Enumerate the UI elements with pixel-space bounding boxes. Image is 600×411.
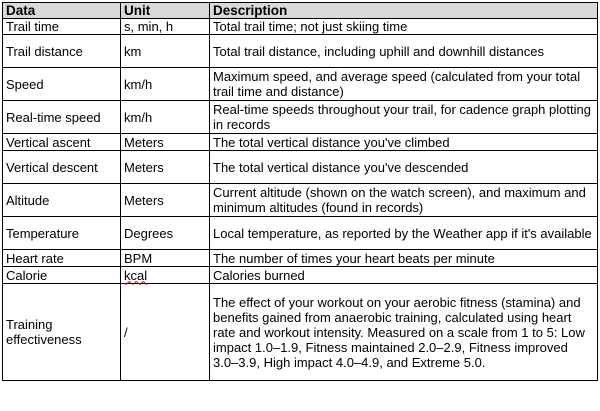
table-row bbox=[3, 35, 598, 68]
unit-cell: km/h bbox=[121, 101, 210, 134]
data-cell: Trail distance bbox=[3, 35, 121, 68]
header-row bbox=[3, 3, 598, 19]
table-row bbox=[3, 134, 598, 151]
unit-cell: Meters bbox=[121, 151, 210, 184]
description-cell: Current altitude (shown on the watch screen), and maximum and minimum altitudes (found in records) bbox=[210, 184, 598, 217]
data-cell: Training effectiveness bbox=[3, 284, 121, 381]
unit-cell: Degrees bbox=[121, 217, 210, 250]
description-cell: Calories burned bbox=[210, 267, 598, 284]
description-cell: Real-time speeds throughout your trail, for cadence graph plotting in records bbox=[210, 101, 598, 134]
unit-cell: km/h bbox=[121, 68, 210, 101]
unit-cell: s, min, h bbox=[121, 19, 210, 35]
data-cell: Trail time bbox=[3, 19, 121, 35]
unit-cell: km bbox=[121, 35, 210, 68]
table-row bbox=[3, 184, 598, 217]
unit-cell: Meters bbox=[121, 134, 210, 151]
data-cell: Calorie bbox=[3, 267, 121, 284]
table-row bbox=[3, 101, 598, 134]
table-row bbox=[3, 267, 598, 284]
data-cell: Vertical ascent bbox=[3, 134, 121, 151]
table-row bbox=[3, 250, 598, 267]
table-row bbox=[3, 68, 598, 101]
unit-cell: Meters bbox=[121, 184, 210, 217]
description-cell: The total vertical distance you've climbed bbox=[210, 134, 598, 151]
data-cell: Altitude bbox=[3, 184, 121, 217]
description-cell: The number of times your heart beats per minute bbox=[210, 250, 598, 267]
data-cell: Temperature bbox=[3, 217, 121, 250]
table-row bbox=[3, 284, 598, 381]
unit-cell: BPM bbox=[121, 250, 210, 267]
header-description: Description bbox=[210, 3, 598, 19]
header-unit: Unit bbox=[121, 3, 210, 19]
data-cell: Speed bbox=[3, 68, 121, 101]
unit-cell bbox=[121, 267, 210, 284]
description-cell: Total trail distance, including uphill and downhill distances bbox=[210, 35, 598, 68]
description-cell: Maximum speed, and average speed (calculated from your total trail time and distance) bbox=[210, 68, 598, 101]
description-cell: Total trail time; not just skiing time bbox=[210, 19, 598, 35]
table-row bbox=[3, 151, 598, 184]
data-cell: Real-time speed bbox=[3, 101, 121, 134]
table-row bbox=[3, 217, 598, 250]
data-table bbox=[2, 2, 598, 381]
description-cell: Local temperature, as reported by the Weather app if it's available bbox=[210, 217, 598, 250]
data-cell: Heart rate bbox=[3, 250, 121, 267]
data-cell: Vertical descent bbox=[3, 151, 121, 184]
description-cell: The effect of your workout on your aerobic fitness (stamina) and benefits gained from anaerobic training, calculated using heart rate and workout intensity. Measured on a scale from 1 to 5: Low impact 1.0–1.9, Fitness maintained 2.0–2.9, Fitness improved 3.0–3.9, High impact 4.0–4.9, and Extreme 5.0. bbox=[210, 284, 598, 381]
description-cell: The total vertical distance you've descended bbox=[210, 151, 598, 184]
unit-cell-text: kcal bbox=[124, 267, 148, 283]
table-row bbox=[3, 19, 598, 35]
unit-cell: / bbox=[121, 284, 210, 381]
header-data: Data bbox=[3, 3, 121, 19]
